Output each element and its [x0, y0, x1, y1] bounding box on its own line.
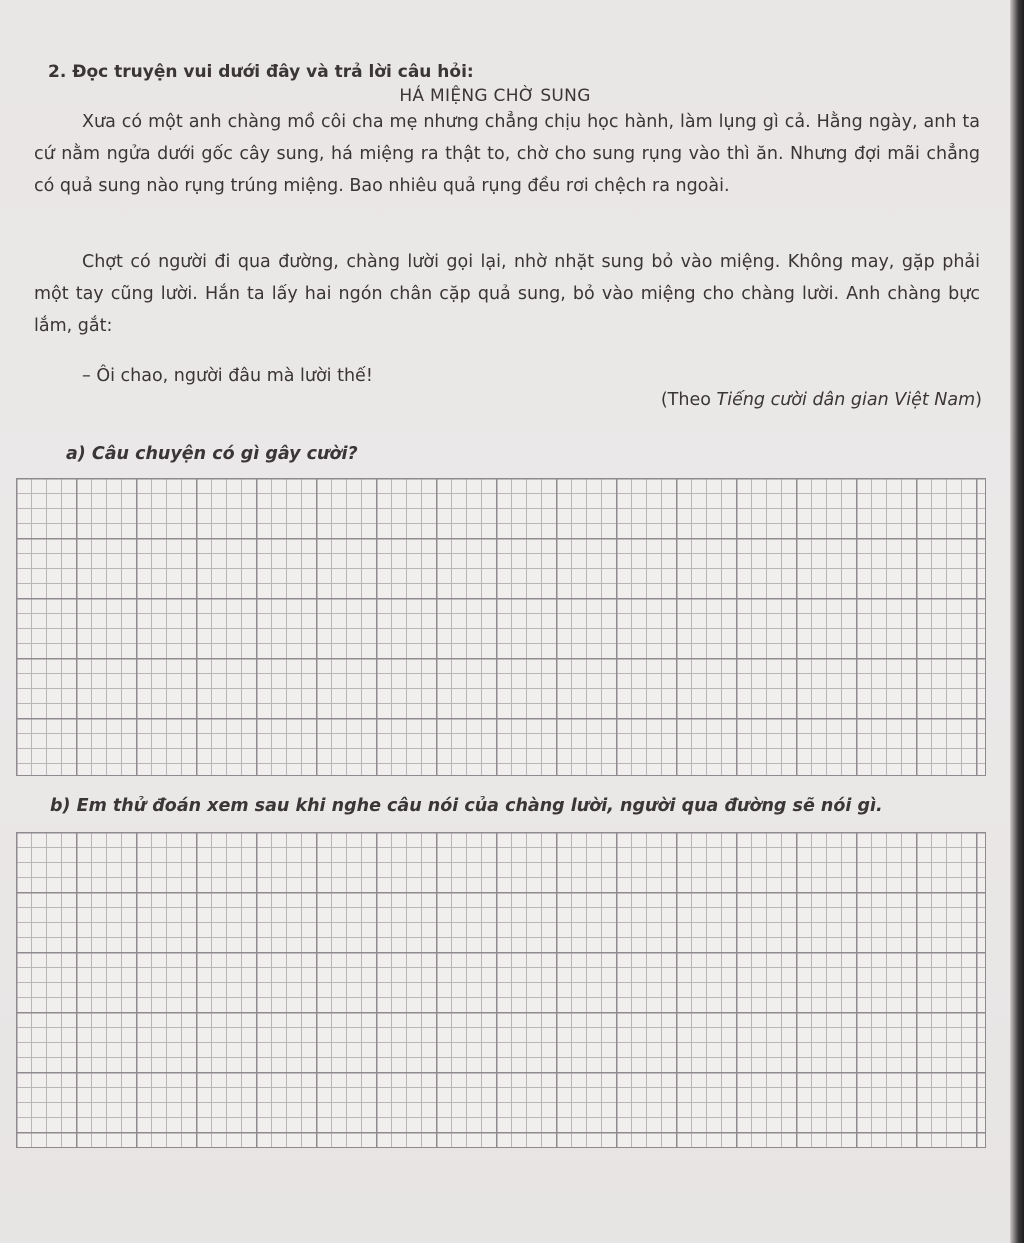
answer-grid-a[interactable]: [16, 478, 986, 776]
page-edge-shadow: [1010, 0, 1024, 1243]
source-book: Tiếng cười dân gian Việt Nam: [716, 390, 976, 410]
question-b: b) Em thử đoán xem sau khi nghe câu nói của chàng lười, người qua đường sẽ nói gì.: [50, 796, 883, 816]
story-paragraph-1: Xưa có một anh chàng mồ côi cha mẹ nhưng chẳng chịu học hành, làm lụng gì cả. Hằng ngày, anh ta cứ nằm ngửa dưới gốc cây sung, há miệng ra thật to, chờ cho sung rụng vào thì ăn. Nhưng đợi mãi chẳng có quả sung nào rụng trúng miệng. Bao nhiêu quả rụng đều rơi chệch ra ngoài.: [34, 112, 980, 196]
question-a: a) Câu chuyện có gì gây cười?: [66, 444, 358, 464]
story-paragraph-2: Chợt có người đi qua đường, chàng lười gọi lại, nhờ nhặt sung bỏ vào miệng. Không may, gặp phải một tay cũng lười. Hắn ta lấy hai ngón chân cặp quả sung, bỏ vào miệng cho chàng lười. Anh chàng bực lắm, gắt:: [34, 252, 980, 336]
answer-grid-b[interactable]: [16, 832, 986, 1148]
exercise-title: 2. Đọc truyện vui dưới đây và trả lời câu hỏi:: [48, 62, 474, 82]
source-suffix: ): [975, 390, 982, 410]
story-title: HÁ MIỆNG CHỜ SUNG: [399, 86, 591, 106]
source-prefix: (Theo: [660, 390, 717, 410]
story-quote: – Ôi chao, người đâu mà lười thế!: [82, 366, 373, 386]
story-source: [661, 390, 982, 410]
